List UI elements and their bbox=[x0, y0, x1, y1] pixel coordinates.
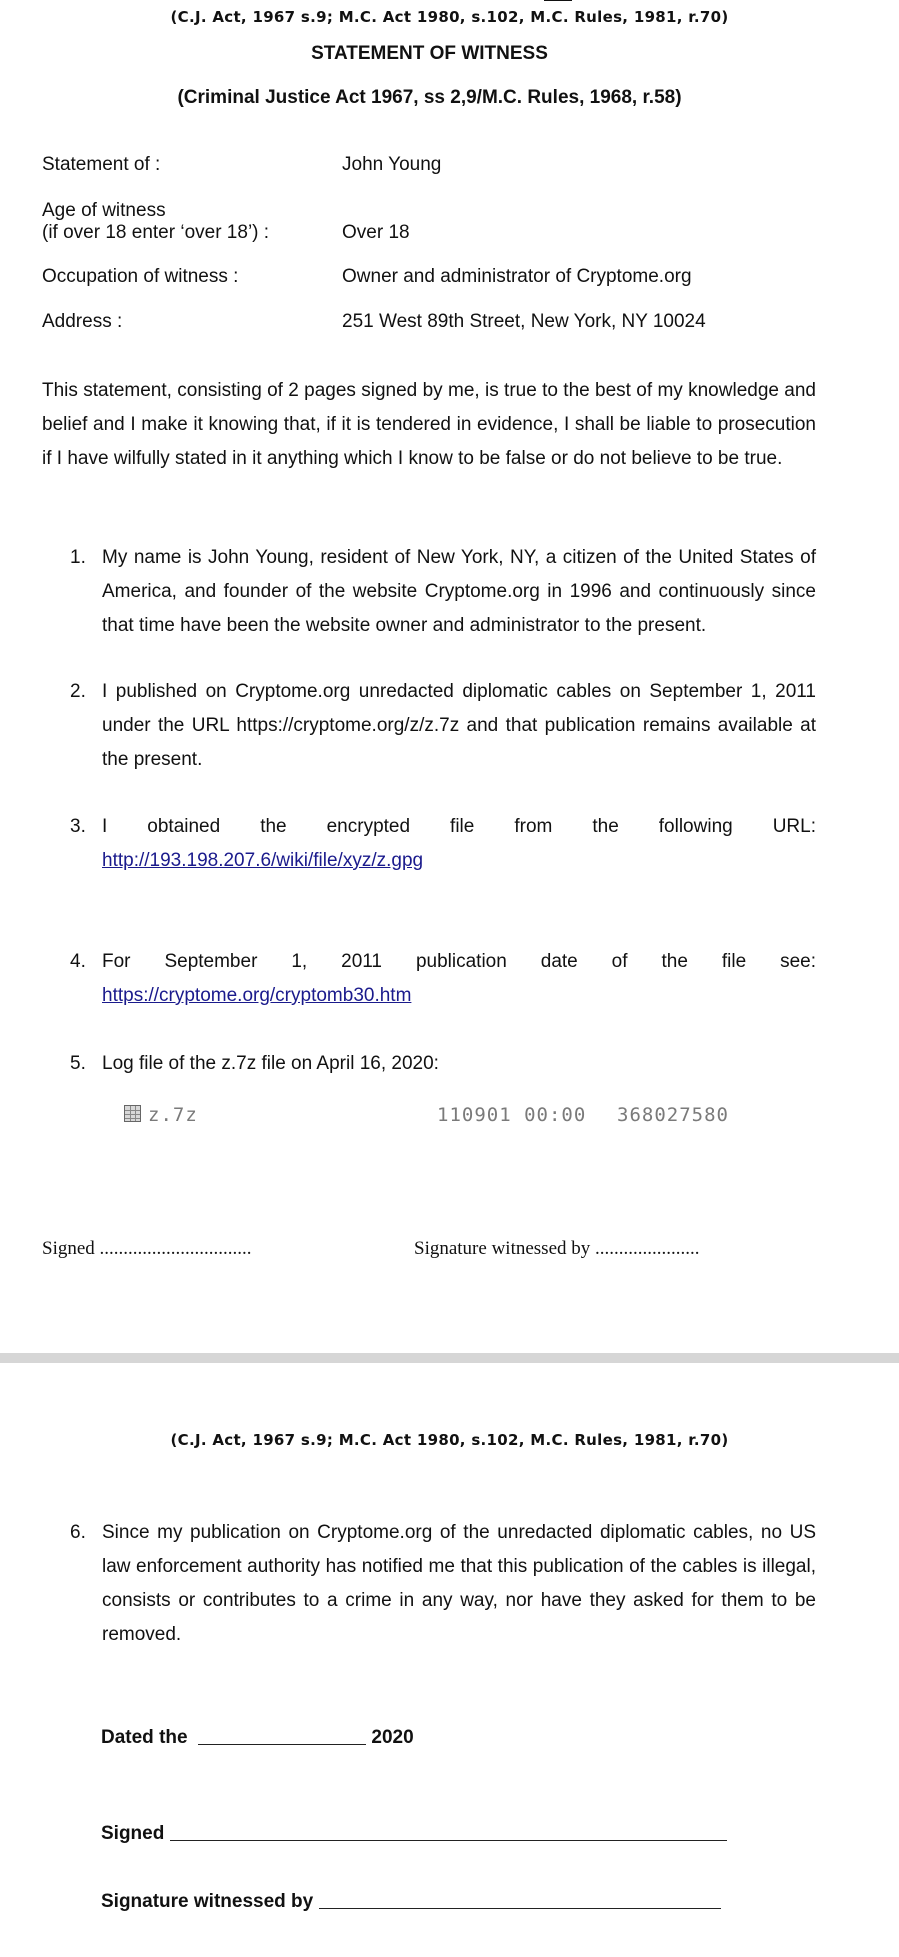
log-date-time: 110901 00:00 bbox=[437, 1104, 587, 1126]
declaration-paragraph: This statement, consisting of 2 pages signed by me, is true to the best of my knowledge and belief and I make it knowing that, if it is tendered in evidence, I shall be liable to prosecution if I have wilfully stated in it anything which I know to be false or do not believe to be true. bbox=[42, 380, 816, 469]
list-item-3 bbox=[42, 810, 816, 878]
page-subtitle: (Criminal Justice Act 1967, ss 2,9/M.C. Rules, 1968, r.58) bbox=[177, 87, 682, 108]
act-reference: (C.J. Act, 1967 s.9; M.C. Act 1980, s.102, M.C. Rules, 1981, r.70) bbox=[170, 1431, 729, 1449]
item-number: 4. bbox=[70, 951, 86, 972]
page-top-mark bbox=[544, 0, 572, 1]
date-blank[interactable] bbox=[198, 1743, 366, 1745]
occupation-value: Owner and administrator of Cryptome.org bbox=[342, 266, 692, 287]
signed-label: Signed bbox=[101, 1823, 165, 1844]
log-file-size: 368027580 bbox=[617, 1104, 729, 1126]
item-text: Log file of the z.7z file on April 16, 2020: bbox=[102, 1053, 439, 1074]
item-number: 5. bbox=[70, 1053, 86, 1074]
encrypted-file-link[interactable]: http://193.198.207.6/wiki/file/xyz/z.gpg bbox=[102, 850, 424, 871]
item-text: I obtained the encrypted file from the following URL: bbox=[102, 816, 816, 837]
witness-signature-blank[interactable] bbox=[319, 1907, 721, 1909]
item-text: Since my publication on Cryptome.org of the unredacted diplomatic cables, no US law enforcement authority has notified me that this publication of the cables is illegal, consists or contributes to a crime in any way, nor have they asked for them to be removed. bbox=[102, 1522, 816, 1645]
signed-line bbox=[101, 1823, 727, 1845]
age-label-line1: Age of witness bbox=[42, 200, 166, 221]
item-text: I published on Cryptome.org unredacted diplomatic cables on September 1, 2011 under the URL https://cryptome.org/z/z.7z and that publication remains available at the present. bbox=[102, 681, 816, 770]
log-filename: z.7z bbox=[148, 1104, 198, 1126]
publication-date-link[interactable]: https://cryptome.org/cryptomb30.htm bbox=[102, 985, 412, 1006]
item-text: My name is John Young, resident of New York, NY, a citizen of the United States of America, and founder of the website Cryptome.org in 1996 and continuously since that time have been the website owner and administrator to the present. bbox=[102, 547, 816, 636]
statement-of-label: Statement of : bbox=[42, 154, 161, 175]
list-item-2 bbox=[42, 675, 816, 777]
item-number: 6. bbox=[70, 1522, 86, 1543]
item-text: For September 1, 2011 publication date of the file see: bbox=[102, 951, 816, 972]
witnessed-label: Signature witnessed by bbox=[101, 1891, 314, 1912]
address-value: 251 West 89th Street, New York, NY 10024 bbox=[342, 311, 706, 332]
archive-file-icon bbox=[124, 1105, 141, 1122]
witnessed-line bbox=[101, 1891, 721, 1913]
signature-blank[interactable] bbox=[170, 1839, 727, 1841]
list-item-6 bbox=[42, 1516, 816, 1652]
age-label-line2: (if over 18 enter ‘over 18’) : bbox=[42, 222, 270, 243]
dated-line bbox=[101, 1727, 414, 1749]
address-label: Address : bbox=[42, 311, 123, 332]
dated-year: 2020 bbox=[371, 1727, 414, 1748]
item-number: 1. bbox=[70, 547, 86, 568]
age-value: Over 18 bbox=[342, 222, 410, 243]
page-title: STATEMENT OF WITNESS bbox=[311, 43, 548, 64]
item-number: 3. bbox=[70, 816, 86, 837]
witnessed-dotted-line: Signature witnessed by ...................... bbox=[414, 1238, 700, 1259]
item-number: 2. bbox=[70, 681, 86, 702]
page-separator bbox=[0, 1353, 899, 1363]
statement-page-2 bbox=[0, 1363, 899, 1957]
dated-label: Dated the bbox=[101, 1727, 188, 1748]
list-item-4 bbox=[42, 945, 816, 1013]
statement-of-value: John Young bbox=[342, 154, 442, 175]
act-reference: (C.J. Act, 1967 s.9; M.C. Act 1980, s.102, M.C. Rules, 1981, r.70) bbox=[170, 8, 729, 26]
occupation-label: Occupation of witness : bbox=[42, 266, 239, 287]
list-item-5 bbox=[42, 1047, 816, 1081]
list-item-1 bbox=[42, 541, 816, 643]
signed-dotted-line: Signed ................................ bbox=[42, 1238, 252, 1259]
